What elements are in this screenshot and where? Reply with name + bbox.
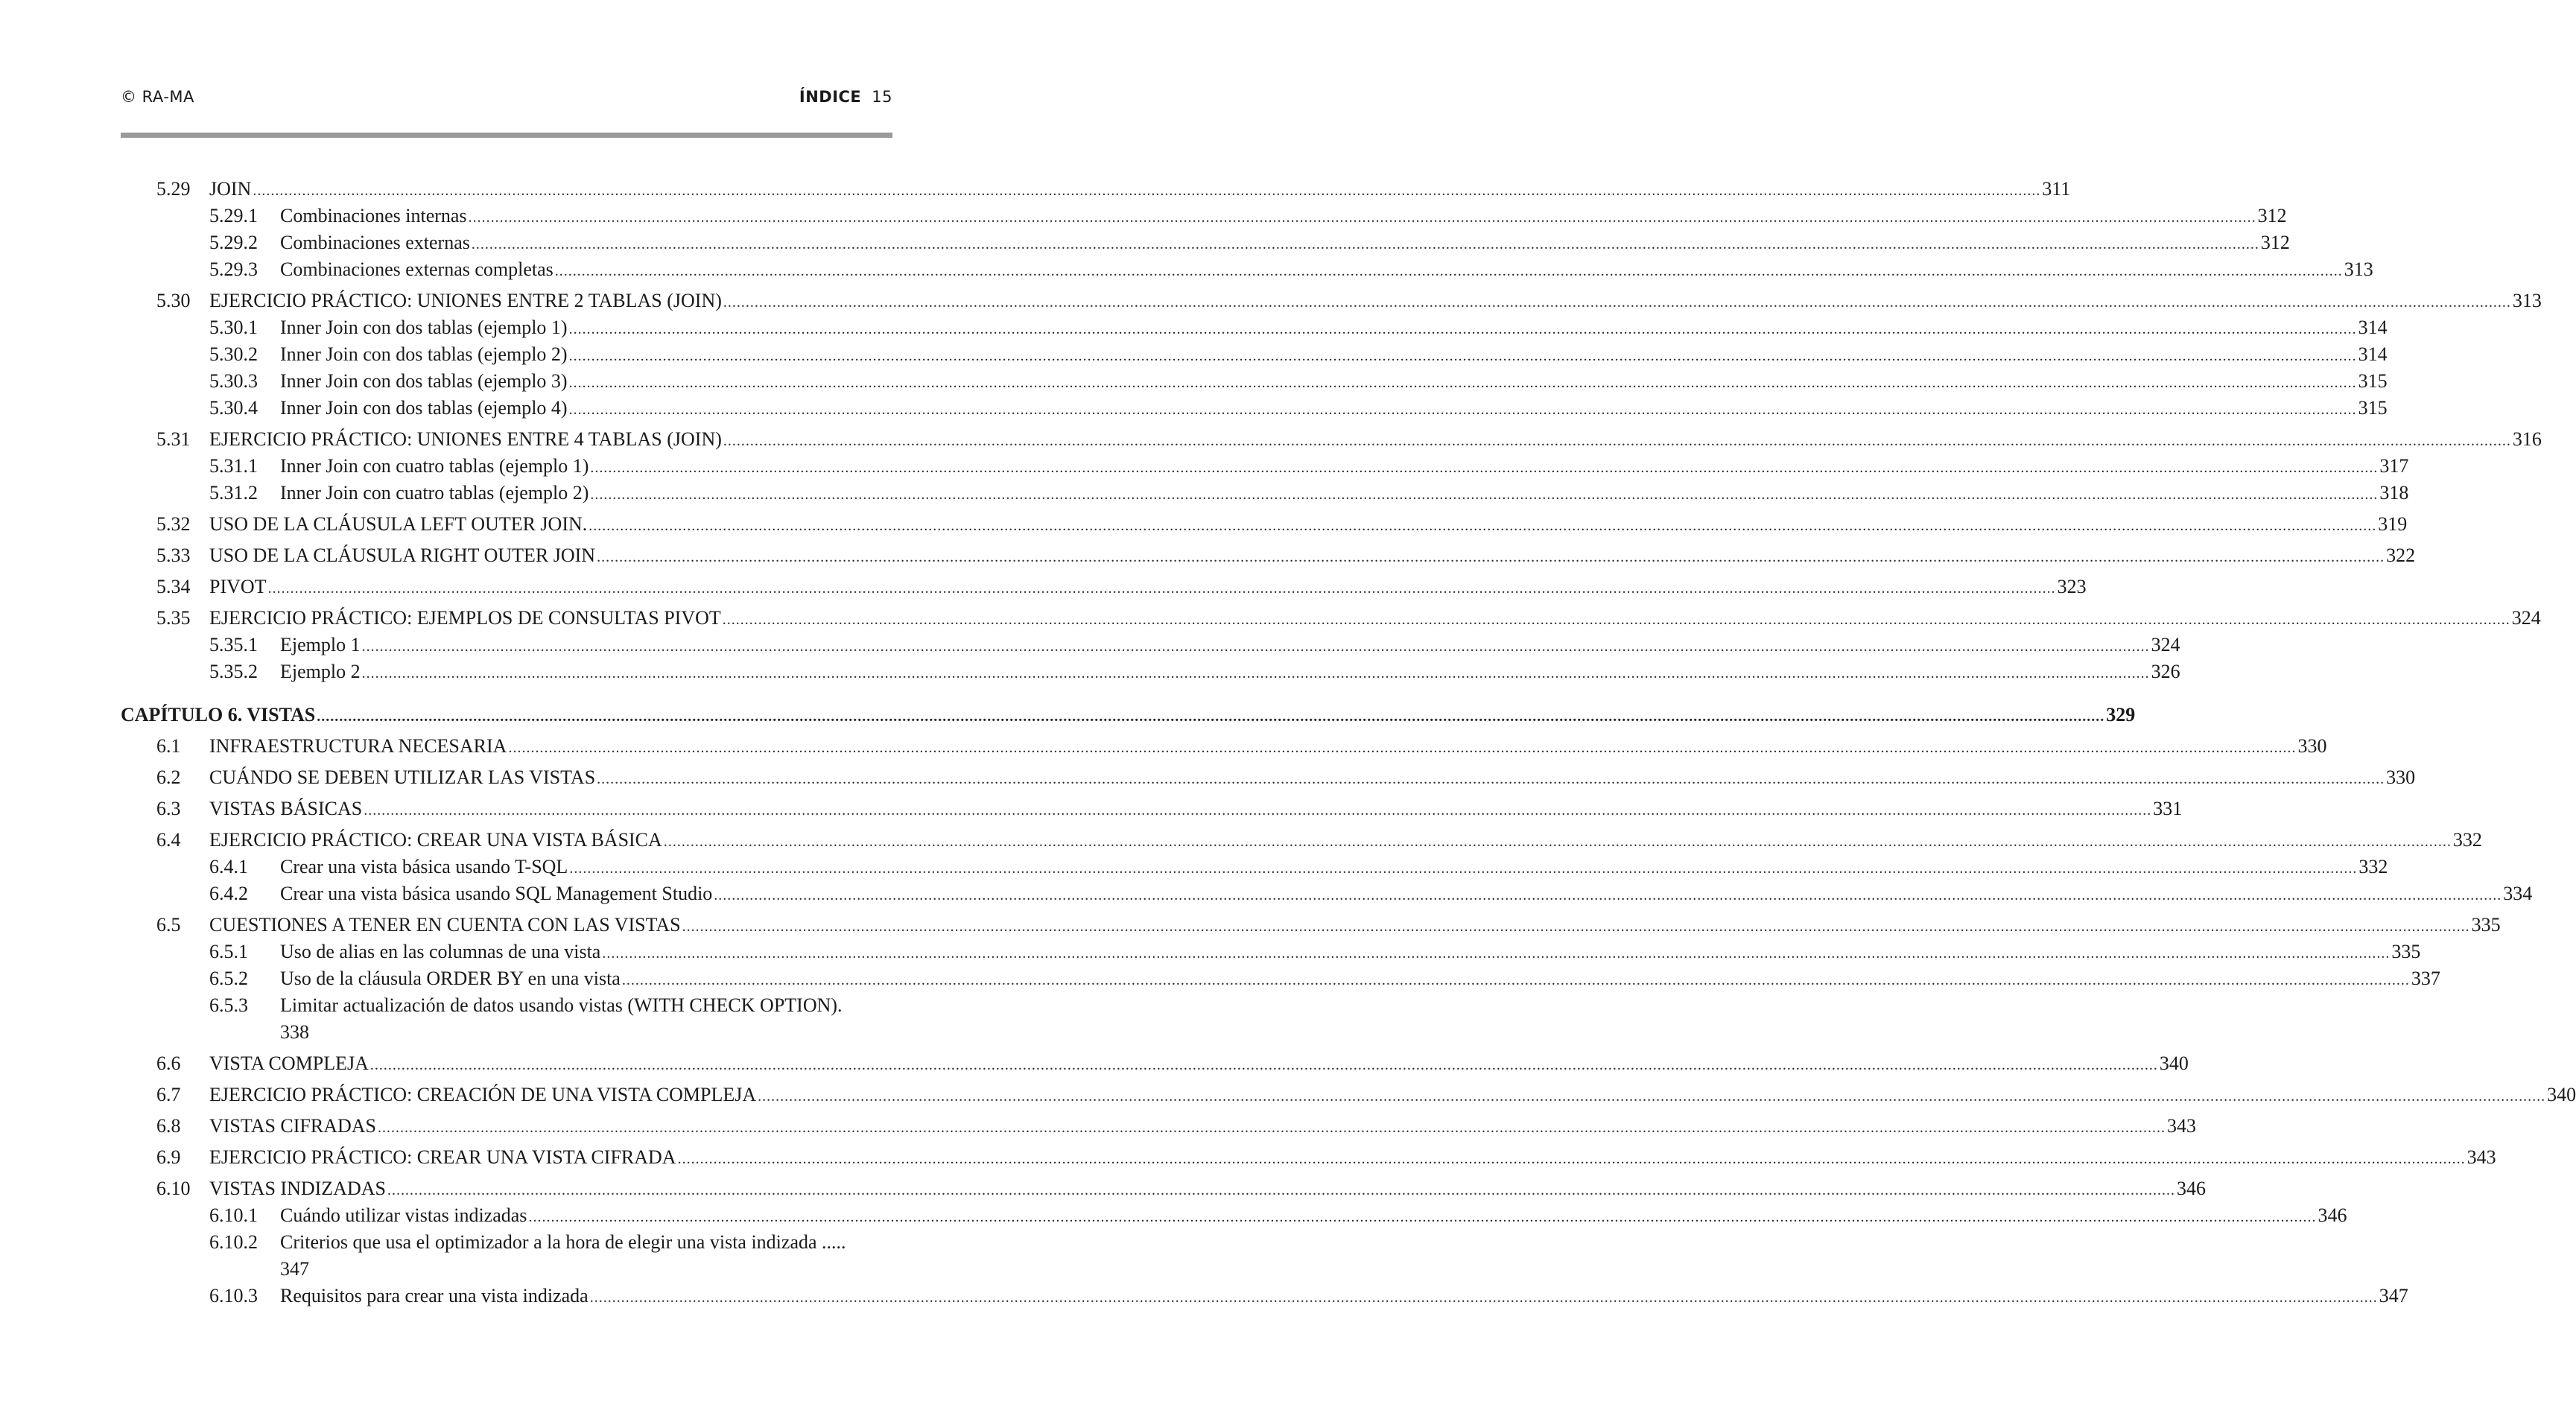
toc-entry-number: 5.30.3 bbox=[209, 370, 258, 392]
toc-entry bbox=[0, 658, 2180, 685]
toc-entry-leader: ................................................................................................................................................................................................................................................................................................................................................................................................................ bbox=[723, 433, 2511, 449]
toc-entry-page: 319 bbox=[2378, 513, 2408, 535]
toc-entry-text bbox=[209, 733, 2327, 761]
toc-entry-page: 347 bbox=[2379, 1285, 2408, 1306]
toc-entry-text bbox=[280, 229, 2290, 258]
toc-entry-number: 5.30.2 bbox=[209, 343, 258, 365]
toc-entry-text bbox=[209, 1175, 2206, 1204]
toc-entry-leader: ................................................................................................................................................................................................................................................................................................................................................................................................................ bbox=[568, 401, 2357, 418]
toc-entry-number: 5.30 bbox=[156, 290, 191, 311]
toc-entry-text bbox=[209, 426, 2542, 454]
toc-entry-number: 6.10.2 bbox=[209, 1231, 258, 1253]
toc-entry-page: 312 bbox=[2260, 232, 2290, 253]
toc-entry-title: Inner Join con cuatro tablas (ejemplo 2) bbox=[280, 482, 589, 504]
toc-entry-number: 6.6 bbox=[156, 1052, 181, 1074]
toc-entry-number: 6.4.2 bbox=[209, 883, 248, 904]
toc-entry-title: CUESTIONES A TENER EN CUENTA CON LAS VISTAS bbox=[209, 914, 681, 936]
toc-entry bbox=[0, 880, 2533, 907]
toc-entry-leader: ................................................................................................................................................................................................................................................................................................................................................................................................................ bbox=[568, 348, 2357, 364]
toc-entry bbox=[0, 1175, 2206, 1202]
toc-entry-text bbox=[280, 1202, 2347, 1231]
toc-entry bbox=[0, 1202, 2347, 1229]
toc-entry-page: 313 bbox=[2344, 258, 2373, 280]
toc-entry-page: 343 bbox=[2167, 1115, 2197, 1137]
toc-entry-title: Combinaciones internas bbox=[280, 205, 467, 226]
toc-entry-leader: ................................................................................................................................................................................................................................................................................................................................................................................................................ bbox=[253, 182, 2041, 199]
toc-entry-page: 324 bbox=[2511, 607, 2541, 629]
toc-entry-leader: ................................................................................................................................................................................................................................................................................................................................................................................................................ bbox=[364, 802, 2152, 819]
toc-entry-page: 346 bbox=[2176, 1178, 2206, 1199]
toc-entry-text bbox=[209, 605, 2541, 633]
toc-entry bbox=[0, 733, 2327, 760]
toc-entry-page: 311 bbox=[2042, 178, 2071, 200]
toc-entry bbox=[0, 764, 2416, 791]
toc-entry-number: 6.3 bbox=[156, 798, 181, 819]
toc-entry bbox=[0, 796, 2183, 822]
toc-entry-number: 6.8 bbox=[156, 1115, 181, 1137]
toc-entry-number: 6.10 bbox=[156, 1178, 191, 1199]
toc-entry-title: Inner Join con dos tablas (ejemplo 1) bbox=[280, 317, 568, 338]
toc-entry-text bbox=[280, 341, 2388, 369]
toc-entry-text bbox=[209, 827, 2482, 855]
toc-entry-leader: ................................................................................................................................................................................................................................................................................................................................................................................................................ bbox=[317, 708, 2105, 725]
toc-entry bbox=[0, 1229, 1003, 1283]
toc-entry bbox=[0, 1144, 2496, 1171]
toc-entry-page: 332 bbox=[2452, 829, 2482, 851]
toc-entry-number: 5.33 bbox=[156, 544, 191, 566]
toc-entry-page: 315 bbox=[2358, 370, 2388, 392]
toc-entry-title: VISTAS BÁSICAS bbox=[209, 798, 363, 819]
toc-entry-title: Uso de alias en las columnas de una vista bbox=[280, 941, 601, 962]
toc-entry-page: 323 bbox=[2057, 576, 2087, 597]
toc-entry-title: USO DE LA CLÁUSULA RIGHT OUTER JOIN bbox=[209, 544, 596, 566]
toc-entry-leader: ................................................................................................................................................................................................................................................................................................................................................................................................................ bbox=[568, 321, 2357, 337]
toc-entry-leader: ................................................................................................................................................................................................................................................................................................................................................................................................................ bbox=[361, 638, 2150, 655]
toc-entry-page: 314 bbox=[2358, 317, 2388, 338]
toc-entry-leader: ................................................................................................................................................................................................................................................................................................................................................................................................................ bbox=[569, 860, 2358, 877]
toc-entry-leader: ................................................................................................................................................................................................................................................................................................................................................................................................................ bbox=[361, 665, 2150, 682]
toc-entry-page: 326 bbox=[2151, 661, 2180, 682]
toc-entry bbox=[0, 1113, 2197, 1140]
toc-entry-leader: ................................................................................................................................................................................................................................................................................................................................................................................................................ bbox=[589, 518, 2377, 534]
toc-entry-leader: ................................................................................................................................................................................................................................................................................................................................................................................................................ bbox=[378, 1120, 2166, 1136]
toc-entry-title: PIVOT bbox=[209, 576, 267, 597]
toc-entry-title: Limitar actualización de datos usando vistas (WITH CHECK OPTION). bbox=[280, 994, 843, 1016]
toc-entry-title: VISTA COMPLEJA bbox=[209, 1052, 369, 1074]
toc-entry-leader: ................................................................................................................................................................................................................................................................................................................................................................................................................ bbox=[528, 1209, 2317, 1225]
toc-entry-number: 6.5.2 bbox=[209, 968, 248, 989]
toc-entry-page: 331 bbox=[2153, 798, 2183, 819]
toc-entry-number: 6.9 bbox=[156, 1146, 181, 1168]
toc-entry bbox=[0, 176, 2071, 203]
toc-entry-title: EJERCICIO PRÁCTICO: CREACIÓN DE UNA VISTA COMPLEJA bbox=[209, 1084, 757, 1105]
toc-entry bbox=[0, 1283, 2408, 1309]
toc-entry-title: Inner Join con dos tablas (ejemplo 4) bbox=[280, 397, 568, 419]
toc-entry-page: 314 bbox=[2358, 343, 2388, 365]
toc-entry-page: 335 bbox=[2391, 941, 2421, 962]
toc-entry bbox=[0, 965, 2440, 992]
toc-entry-number: 5.30.1 bbox=[209, 317, 258, 338]
toc-entry-text bbox=[209, 796, 2183, 824]
toc-entry-text bbox=[280, 453, 2409, 481]
toc-entry-page: 312 bbox=[2257, 205, 2287, 226]
toc-entry bbox=[0, 203, 2287, 229]
toc-entry-number: 5.29.3 bbox=[209, 258, 258, 280]
toc-entry-leader: ................................................................................................................................................................................................................................................................................................................................................................................................................ bbox=[597, 771, 2385, 787]
toc-entry-number: 5.35.2 bbox=[209, 661, 258, 682]
toc-entry bbox=[0, 854, 2388, 880]
toc-entry-page: 332 bbox=[2358, 856, 2388, 877]
toc-entry-text bbox=[209, 1113, 2197, 1141]
toc-entry-text bbox=[209, 764, 2416, 793]
toc-entry-leader: ................................................................................................................................................................................................................................................................................................................................................................................................................ bbox=[267, 580, 2056, 597]
toc-entry-leader: ................................................................................................................................................................................................................................................................................................................................................................................................................ bbox=[602, 945, 2391, 962]
toc-entry-text bbox=[209, 288, 2542, 316]
toc-entry bbox=[0, 1050, 2189, 1077]
toc-entry-leader: ................................................................................................................................................................................................................................................................................................................................................................................................................ bbox=[722, 612, 2510, 628]
toc-entry-text bbox=[209, 176, 2071, 204]
toc-entry bbox=[0, 605, 2541, 632]
toc-entry-number: 6.1 bbox=[156, 735, 181, 757]
toc-entry-page: 340 bbox=[2159, 1052, 2189, 1074]
toc-entry-title: Inner Join con dos tablas (ejemplo 2) bbox=[280, 343, 568, 365]
toc-entry-leader: ................................................................................................................................................................................................................................................................................................................................................................................................................ bbox=[621, 972, 2410, 988]
toc-entry-title: CAPÍTULO 6. VISTAS bbox=[121, 704, 316, 725]
toc-entry-page: 330 bbox=[2386, 766, 2416, 788]
toc-entry-text bbox=[209, 511, 2408, 539]
toc-entry-title: JOIN bbox=[209, 178, 252, 200]
toc-entry-leader: ................................................................................................................................................................................................................................................................................................................................................................................................................ bbox=[554, 263, 2343, 279]
toc-entry-leader: ................................................................................................................................................................................................................................................................................................................................................................................................................ bbox=[682, 918, 2470, 935]
toc-entry-leader: ................................................................................................................................................................................................................................................................................................................................................................................................................ bbox=[597, 549, 2385, 565]
toc-entry-text bbox=[280, 880, 2533, 909]
toc-entry bbox=[0, 426, 2542, 453]
toc-entry bbox=[0, 939, 2421, 965]
toc-entry bbox=[0, 827, 2482, 854]
toc-entry-title: Ejemplo 2 bbox=[280, 661, 361, 682]
toc-entry bbox=[0, 574, 2087, 600]
toc-entry-text bbox=[280, 854, 2388, 882]
toc-entry-leader: ................................................................................................................................................................................................................................................................................................................................................................................................................ bbox=[663, 833, 2452, 850]
toc-entry-number: 5.34 bbox=[156, 576, 191, 597]
toc-entry-title: USO DE LA CLÁUSULA LEFT OUTER JOIN. bbox=[209, 513, 588, 535]
toc-entry-title: Inner Join con cuatro tablas (ejemplo 1) bbox=[280, 455, 589, 477]
toc-entry-page: 347 bbox=[280, 1258, 309, 1280]
toc-entry bbox=[0, 288, 2542, 314]
toc-entry-title: Criterios que usa el optimizador a la hora de elegir una vista indizada bbox=[280, 1231, 817, 1253]
toc-entry bbox=[0, 229, 2290, 256]
toc-entry-leader: ................................................................................................................................................................................................................................................................................................................................................................................................................ bbox=[590, 486, 2379, 503]
toc-entry-leader: ................................................................................................................................................................................................................................................................................................................................................................................................................ bbox=[508, 740, 2297, 756]
toc-entry-leader: ................................................................................................................................................................................................................................................................................................................................................................................................................ bbox=[714, 887, 2502, 904]
toc-entry-title: VISTAS CIFRADAS bbox=[209, 1115, 377, 1137]
toc-entry bbox=[0, 368, 2388, 395]
toc-entry-title: Uso de la cláusula ORDER BY en una vista bbox=[280, 968, 621, 989]
toc-entry-number: 5.31.1 bbox=[209, 455, 258, 477]
toc-entry-leader: ................................................................................................................................................................................................................................................................................................................................................................................................................ bbox=[677, 1151, 2466, 1167]
toc-entry-text bbox=[280, 203, 2287, 231]
toc-entry-text bbox=[280, 395, 2388, 423]
section-title: ÍNDICE bbox=[799, 88, 862, 106]
toc-entry bbox=[0, 480, 2409, 507]
toc-entry-text bbox=[209, 574, 2087, 602]
toc-entry-text bbox=[280, 1229, 892, 1283]
toc-entry-text bbox=[280, 992, 892, 1046]
toc-entry-text bbox=[209, 542, 2416, 571]
toc-entry-title: Combinaciones externas completas bbox=[280, 258, 553, 280]
toc-entry bbox=[0, 395, 2388, 422]
toc-entry-title: Cuándo utilizar vistas indizadas bbox=[280, 1204, 527, 1226]
toc-entry bbox=[0, 542, 2416, 569]
toc-entry-page: 316 bbox=[2512, 428, 2542, 450]
toc-entry-number: 5.30.4 bbox=[209, 397, 258, 419]
toc-entry-number: 5.32 bbox=[156, 513, 191, 535]
toc-entry-number: 5.31.2 bbox=[209, 482, 258, 504]
toc-entry-title: CUÁNDO SE DEBEN UTILIZAR LAS VISTAS bbox=[209, 766, 596, 788]
toc-entry-number: 6.10.1 bbox=[209, 1204, 258, 1226]
toc-entry-leader: ................................................................................................................................................................................................................................................................................................................................................................................................................ bbox=[589, 1289, 2378, 1306]
toc-entry bbox=[0, 992, 1003, 1046]
toc-entry-leader: ................................................................................................................................................................................................................................................................................................................................................................................................................ bbox=[723, 294, 2511, 311]
toc-entry-number: 6.2 bbox=[156, 766, 181, 788]
toc-entry-text bbox=[280, 256, 2373, 285]
toc-entry-text bbox=[209, 1082, 2576, 1110]
toc-entry-page: 340 bbox=[2547, 1084, 2576, 1105]
toc-entry-title: VISTAS INDIZADAS bbox=[209, 1178, 386, 1199]
toc-entry-title: EJERCICIO PRÁCTICO: CREAR UNA VISTA BÁSICA bbox=[209, 829, 662, 851]
toc-entry-page: 313 bbox=[2512, 290, 2542, 311]
toc-entry-leader: ................................................................................................................................................................................................................................................................................................................................................................................................................ bbox=[471, 236, 2259, 253]
toc-entry-leader: ................................................................................................................................................................................................................................................................................................................................................................................................................ bbox=[568, 375, 2357, 391]
toc-entry-page: 330 bbox=[2297, 735, 2327, 757]
toc-entry bbox=[0, 256, 2373, 283]
toc-entry-number: 5.29.2 bbox=[209, 232, 258, 253]
toc-entry bbox=[0, 702, 2136, 728]
toc-entry-number: 5.35.1 bbox=[209, 634, 258, 655]
toc-entry-title: EJERCICIO PRÁCTICO: UNIONES ENTRE 4 TABLAS (JOIN) bbox=[209, 428, 722, 450]
toc-entry-leader: ................................................................................................................................................................................................................................................................................................................................................................................................................ bbox=[758, 1088, 2546, 1105]
toc-entry-text bbox=[209, 912, 2501, 940]
toc-entry-number: 6.4.1 bbox=[209, 856, 248, 877]
toc-entry-number: 6.5.3 bbox=[209, 994, 248, 1016]
toc-entry-number: 5.31 bbox=[156, 428, 191, 450]
toc-entry-title: Requisitos para crear una vista indizada bbox=[280, 1285, 589, 1306]
running-header-publisher: © RA-MA bbox=[121, 88, 194, 106]
toc-entry-number: 5.35 bbox=[156, 607, 191, 629]
toc-entry-title: Crear una vista básica usando T-SQL bbox=[280, 856, 568, 877]
toc-entry-title: INFRAESTRUCTURA NECESARIA bbox=[209, 735, 507, 757]
toc-entry-text bbox=[280, 632, 2180, 660]
toc-entry-page: 346 bbox=[2318, 1204, 2347, 1226]
toc-entry-leader: ................................................................................................................................................................................................................................................................................................................................................................................................................ bbox=[590, 460, 2379, 476]
toc-entry bbox=[0, 341, 2388, 368]
toc-entry-page: 318 bbox=[2379, 482, 2409, 504]
toc-entry-text bbox=[121, 702, 2136, 730]
toc-entry-page: 324 bbox=[2151, 634, 2180, 655]
toc-entry-text bbox=[280, 965, 2440, 994]
toc-entry-title: Inner Join con dos tablas (ejemplo 3) bbox=[280, 370, 568, 392]
toc-entry-page: 343 bbox=[2466, 1146, 2496, 1168]
toc-entry bbox=[0, 453, 2409, 480]
toc-entry-text bbox=[280, 658, 2180, 687]
toc-entry-number: 6.5 bbox=[156, 914, 181, 936]
toc-entry-leader: ................................................................................................................................................................................................................................................................................................................................................................................................................ bbox=[369, 1057, 2158, 1073]
toc-entry-text bbox=[209, 1050, 2189, 1079]
toc-entry bbox=[0, 632, 2180, 658]
toc-entry-page: 335 bbox=[2471, 914, 2501, 936]
toc-entry-text bbox=[280, 314, 2388, 343]
toc-entry bbox=[0, 912, 2501, 939]
toc-entry-text bbox=[280, 368, 2388, 396]
toc-entry-page: 329 bbox=[2106, 704, 2136, 725]
toc-entry bbox=[0, 511, 2408, 538]
toc-entry-page: 315 bbox=[2358, 397, 2388, 419]
toc-entry-number: 5.29 bbox=[156, 178, 191, 200]
toc-entry-title: Crear una vista básica usando SQL Management Studio bbox=[280, 883, 713, 904]
toc-entry-number: 5.29.1 bbox=[209, 205, 258, 226]
toc-entry-number: 6.7 bbox=[156, 1084, 181, 1105]
toc-entry-number: 6.4 bbox=[156, 829, 181, 851]
toc-entry-number: 6.5.1 bbox=[209, 941, 248, 962]
toc-entry-page: 338 bbox=[280, 1021, 309, 1043]
toc-entry-title: EJERCICIO PRÁCTICO: UNIONES ENTRE 2 TABLAS (JOIN) bbox=[209, 290, 722, 311]
page-number: 15 bbox=[872, 88, 892, 106]
toc-entry-text bbox=[280, 480, 2409, 508]
toc-entry-leader: ................................................................................................................................................................................................................................................................................................................................................................................................................ bbox=[468, 209, 2256, 226]
toc-entry-number: 6.10.3 bbox=[209, 1285, 258, 1306]
toc-entry-page: 322 bbox=[2386, 544, 2416, 566]
toc-entry bbox=[0, 1082, 2576, 1108]
toc-entry-title: Ejemplo 1 bbox=[280, 634, 361, 655]
toc-entry-text bbox=[209, 1144, 2496, 1172]
toc-entry-page: 334 bbox=[2503, 883, 2533, 904]
toc-entry-page: 337 bbox=[2411, 968, 2440, 989]
toc-entry-title: Combinaciones externas bbox=[280, 232, 470, 253]
toc-entry-page: 317 bbox=[2379, 455, 2409, 477]
toc-entry-leader: ................................................................................................................................................................................................................................................................................................................................................................................................................ bbox=[387, 1182, 2175, 1198]
toc-entry-text bbox=[280, 1283, 2408, 1311]
toc-entry-title: EJERCICIO PRÁCTICO: CREAR UNA VISTA CIFRADA bbox=[209, 1146, 676, 1168]
toc-entry-text bbox=[280, 939, 2421, 967]
toc-entry-leader: ..... bbox=[816, 1231, 846, 1253]
toc-entry bbox=[0, 314, 2388, 341]
toc-entry-title: EJERCICIO PRÁCTICO: EJEMPLOS DE CONSULTAS PIVOT bbox=[209, 607, 721, 629]
